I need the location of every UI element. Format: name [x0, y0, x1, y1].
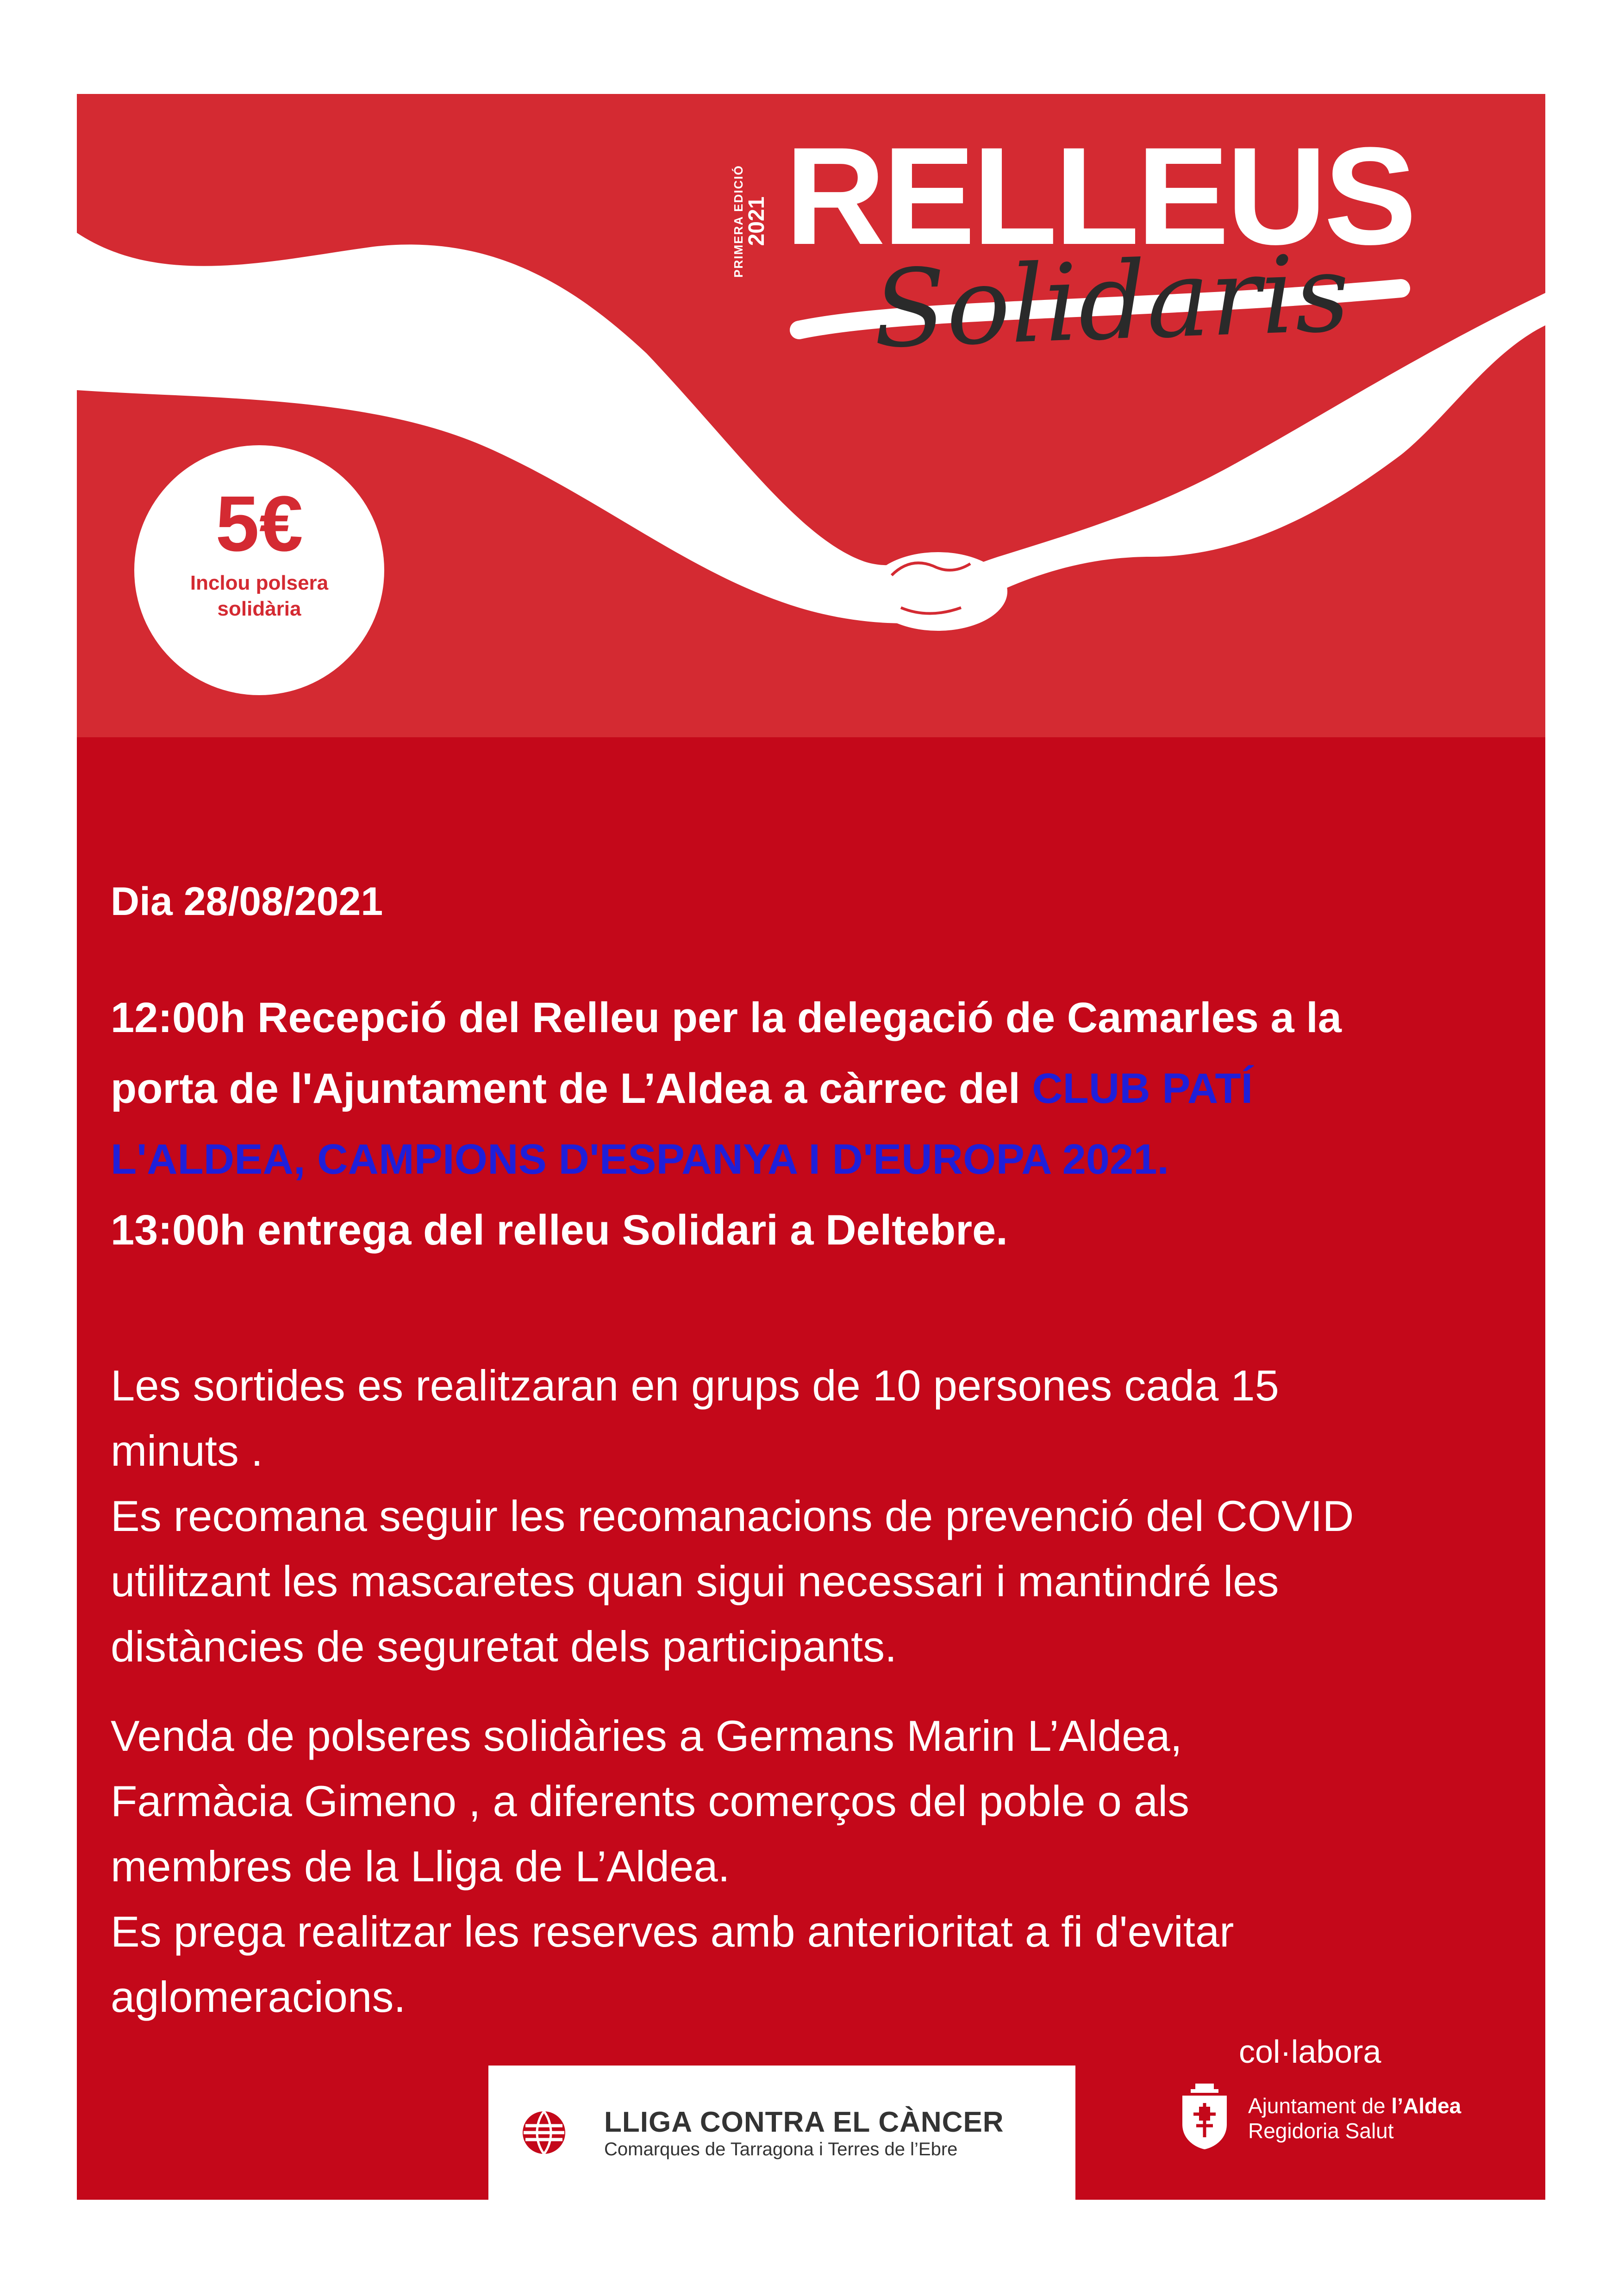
sales-line: aglomeracions.	[111, 1972, 406, 2021]
price-badge	[134, 445, 384, 695]
banner-title: RELLEUS	[785, 118, 1414, 274]
instructions-line: Les sortides es realitzaran en grups de 10 persones cada 15	[111, 1361, 1279, 1410]
ajuntament-town: l’Aldea	[1391, 2094, 1462, 2118]
sales-line: membres de la Lliga de L’Aldea.	[111, 1842, 730, 1891]
price-note	[162, 570, 356, 622]
club-name-highlight: CLUB PATÍ	[1032, 1065, 1253, 1112]
banner-subtitle: Solidaris	[871, 232, 1352, 372]
schedule-line-4: 13:00h entrega del relleu Solidari a Deltebre.	[111, 1207, 1008, 1254]
lliga-name: LLIGA CONTRA EL CÀNCER	[604, 2106, 1004, 2138]
sales-line: Es prega realitzar les reserves amb anterioritat a fi d'evitar	[111, 1907, 1234, 1956]
schedule-line-2: porta de l'Ajuntament de L’Aldea a càrrec del	[111, 1065, 1032, 1112]
info-panel	[77, 737, 1545, 2200]
event-date: Dia 28/08/2021	[111, 879, 383, 924]
price-value: 5€	[215, 480, 303, 568]
collabora-label: col·labora	[1239, 2034, 1381, 2070]
sales-paragraph	[111, 1703, 1234, 2029]
instructions-line: utilitzant les mascaretes quan sigui necessari i mantindré les	[111, 1557, 1279, 1605]
sales-line: Venda de polseres solidàries a Germans Marin L’Aldea,	[111, 1711, 1182, 1760]
sales-line: Farmàcia Gimeno , a diferents comerços del poble o als	[111, 1777, 1190, 1825]
ajuntament-prefix: Ajuntament de	[1248, 2094, 1392, 2118]
edition-text: PRIMERA EDICIÓ	[731, 165, 745, 278]
price-note-line2: solidària	[217, 597, 301, 620]
ajuntament-department: Regidoria Salut	[1248, 2119, 1394, 2143]
event-banner	[77, 94, 1545, 737]
instructions-line: Es recomana seguir les recomanacions de prevenció del COVID	[111, 1492, 1354, 1540]
lliga-subtitle: Comarques de Tarragona i Terres de l’Ebre	[604, 2139, 958, 2159]
instructions-line: distàncies de seguretat dels participants.	[111, 1622, 897, 1671]
schedule-block	[111, 983, 1342, 1266]
schedule-line-1: 12:00h Recepció del Relleu per la delegació de Camarles a la	[111, 994, 1342, 1041]
edition-year: 2021	[744, 196, 769, 246]
ajuntament-name	[1248, 2093, 1461, 2118]
price-note-line1: Inclou polsera	[190, 572, 329, 594]
instructions-paragraph	[111, 1353, 1354, 1679]
lliga-contra-cancer-logo	[488, 2066, 1075, 2200]
edition-label	[731, 149, 768, 293]
ajuntament-shield-icon	[1177, 2082, 1232, 2151]
club-achievement-highlight: L'ALDEA, CAMPIONS D'ESPANYA I D'EUROPA 2021.	[111, 1136, 1169, 1183]
instructions-line: minuts .	[111, 1426, 263, 1475]
lliga-globe-icon	[521, 2109, 567, 2156]
